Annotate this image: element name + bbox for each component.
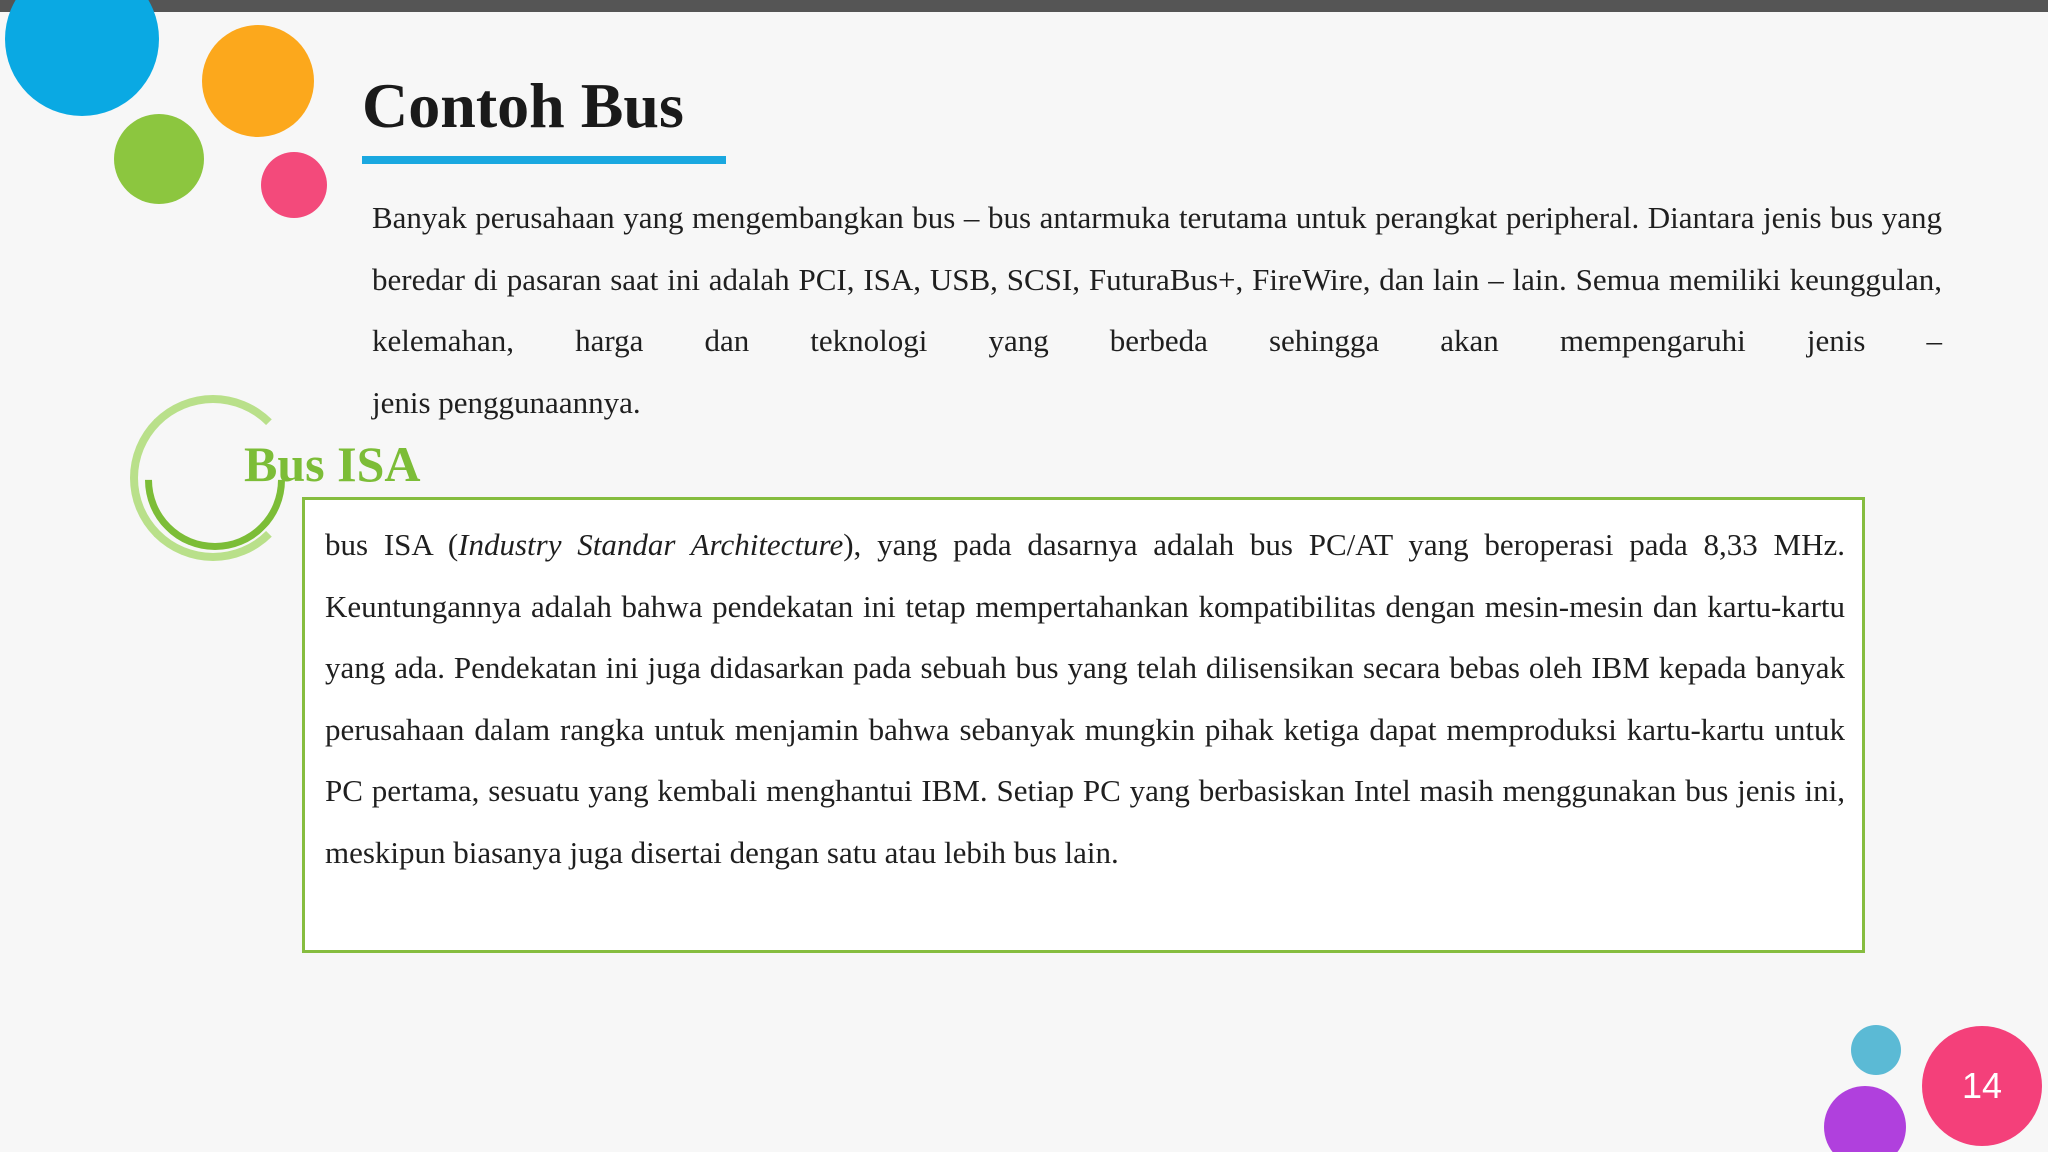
page-number-badge: 14 — [1922, 1026, 2042, 1146]
decorative-dot-purple — [1824, 1086, 1906, 1152]
page-title: Contoh Bus — [362, 70, 684, 141]
bus-isa-text-lead: bus ISA ( — [325, 527, 459, 562]
decorative-dot-blue — [5, 0, 159, 116]
section-title: Bus ISA — [244, 436, 421, 492]
bus-isa-box — [302, 497, 1865, 953]
intro-paragraph-last-line: jenis penggunaannya. — [372, 385, 641, 420]
title-underline — [362, 156, 726, 164]
decorative-dot-teal — [1851, 1025, 1901, 1075]
decorative-dot-orange — [202, 25, 314, 137]
bus-isa-text-rest: ), yang pada dasarnya adalah bus PC/AT yang beroperasi pada 8,33 MHz. Keuntungannya adalah bahwa pendekatan ini tetap mempertahankan kompatibilitas dengan mesin-mesin dan kartu-kartu yang ada. Pendekatan ini juga didasarkan pada sebuah bus yang telah dilisensikan secara bebas oleh IBM kepada banyak perusahaan dalam rangka untuk menjamin bahwa sebanyak mungkin pihak ketiga dapat memproduksi kartu-kartu untuk PC pertama, sesuatu yang kembali menghantui IBM. Setiap PC yang berbasiskan Intel masih menggunakan bus jenis ini, meskipun biasanya juga disertai dengan satu atau lebih bus lain. — [325, 527, 1845, 870]
top-bar — [0, 0, 2048, 12]
bus-isa-description — [325, 514, 1845, 883]
decorative-dot-pink — [261, 152, 327, 218]
intro-paragraph: Banyak perusahaan yang mengembangkan bus – bus antarmuka terutama untuk perangkat peripheral. Diantara jenis bus yang beredar di pasaran saat ini adalah PCI, ISA, USB, SCSI, FuturaBus+, FireWire, dan lain – lain. Semua memiliki keunggulan, kelemahan, harga dan teknologi yang berbeda sehingga akan mempengaruhi jenis – — [372, 200, 1942, 358]
decorative-dot-green — [114, 114, 204, 204]
bus-isa-text-italic: Industry Standar Architecture — [458, 527, 844, 562]
